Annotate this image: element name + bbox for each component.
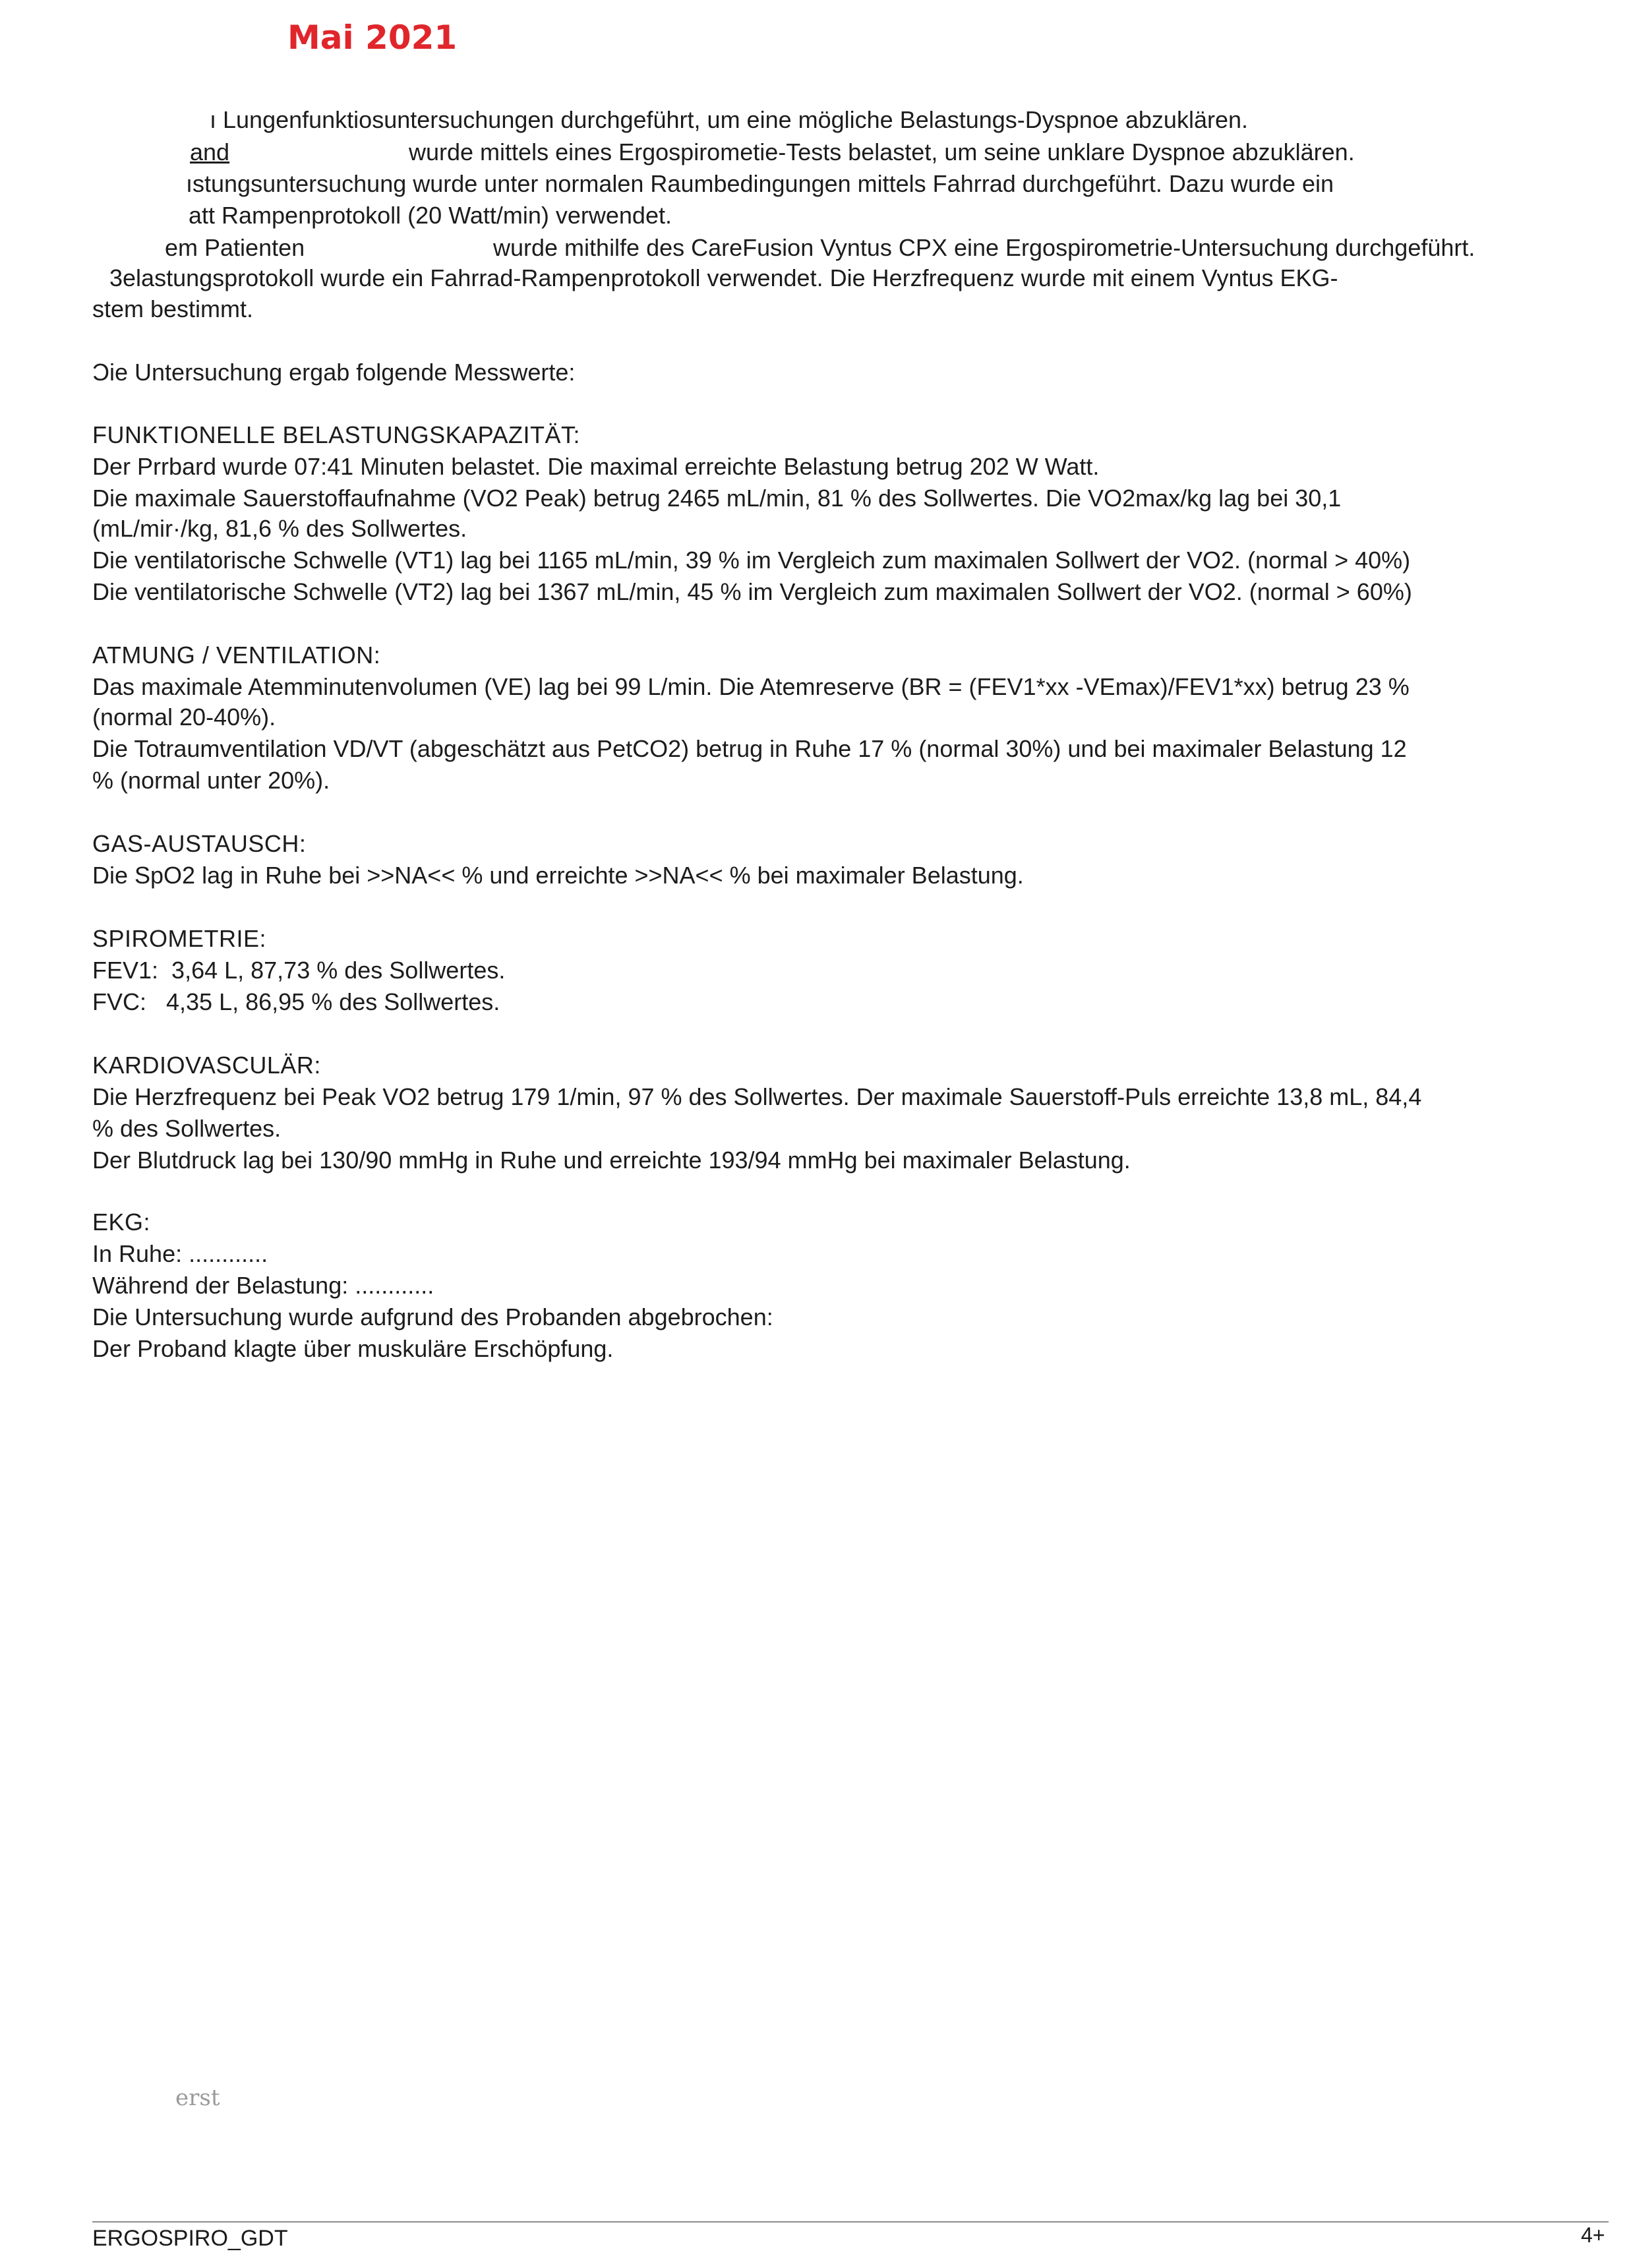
functional-line-4: Die ventilatorische Schwelle (VT1) lag bei 1165 mL/min, 39 % im Vergleich zum maximalen Sollwert der VO2. (normal > 40%)	[92, 547, 1411, 574]
functional-line-1: Der Prrbard wurde 07:41 Minuten belastet. Die maximal erreichte Belastung betrug 202 W Watt.	[92, 453, 1100, 480]
intro-line-5: wurde mithilfe des CareFusion Vyntus CPX eine Ergospirometrie-Untersuchung durchgeführt.	[493, 234, 1475, 261]
gas-exchange-line-1: Die SpO2 lag in Ruhe bei >>NA<< % und erreichte >>NA<< % bei maximaler Belastung.	[92, 862, 1024, 889]
cardiovascular-line-3: Der Blutdruck lag bei 130/90 mmHg in Ruhe und erreichte 193/94 mmHg bei maximaler Belastung.	[92, 1147, 1131, 1174]
scan-artifact: erst	[175, 2085, 220, 2111]
intro-fragment-patient: em Patienten	[165, 234, 305, 261]
intro-line-1: ı Lungenfunktiosuntersuchungen durchgeführt, um eine mögliche Belastungs-Dyspnoe abzuklären.	[210, 106, 1248, 133]
ventilation-line-2: (normal 20-40%).	[92, 703, 276, 731]
spirometry-fev1: FEV1: 3,64 L, 87,73 % des Sollwertes.	[92, 957, 506, 984]
ecg-during-load: Während der Belastung: ............	[92, 1272, 434, 1299]
footer-divider	[92, 2221, 1609, 2223]
intro-line-6: 3elastungsprotokoll wurde ein Fahrrad-Rampenprotokoll verwendet. Die Herzfrequenz wurde mit einem Vyntus EKG-	[109, 264, 1338, 291]
ventilation-line-4: % (normal unter 20%).	[92, 767, 330, 794]
intro-fragment-and: and	[190, 138, 230, 165]
section-title-ventilation: ATMUNG / VENTILATION:	[92, 642, 381, 669]
functional-line-5: Die ventilatorische Schwelle (VT2) lag bei 1367 mL/min, 45 % im Vergleich zum maximalen Sollwert der VO2. (normal > 60%)	[92, 578, 1412, 605]
date-stamp: Mai 2021	[287, 18, 458, 57]
cardiovascular-line-2: % des Sollwertes.	[92, 1115, 282, 1142]
section-title-functional-capacity: FUNKTIONELLE BELASTUNGSKAPAZITÄT:	[92, 421, 580, 448]
ventilation-line-3: Die Totraumventilation VD/VT (abgeschätzt aus PetCO2) betrug in Ruhe 17 % (normal 30%) und bei maximaler Belastung 12	[92, 735, 1407, 762]
functional-line-3: (mL/mir·/kg, 81,6 % des Sollwertes.	[92, 515, 467, 542]
ventilation-line-1: Das maximale Atemminutenvolumen (VE) lag bei 99 L/min. Die Atemreserve (BR = (FEV1*xx -VEmax)/FEV1*xx) betrug 23 %	[92, 673, 1410, 700]
ecg-abort-reason-label: Die Untersuchung wurde aufgrund des Probanden abgebrochen:	[92, 1303, 773, 1330]
intro-line-7: stem bestimmt.	[92, 295, 254, 322]
footer-document-id: ERGOSPIRO_GDT	[92, 2226, 288, 2251]
cardiovascular-line-1: Die Herzfrequenz bei Peak VO2 betrug 179 1/min, 97 % des Sollwertes. Der maximale Sauerstoff-Puls erreichte 13,8 mL, 84,4	[92, 1083, 1422, 1110]
spirometry-fvc: FVC: 4,35 L, 86,95 % des Sollwertes.	[92, 988, 500, 1015]
intro-line-4: att Rampenprotokoll (20 Watt/min) verwendet.	[189, 202, 672, 229]
section-title-ecg: EKG:	[92, 1209, 151, 1236]
intro-line-3: ıstungsuntersuchung wurde unter normalen Raumbedingungen mittels Fahrrad durchgeführt. Dazu wurde ein	[186, 170, 1334, 197]
intro-line-2: wurde mittels eines Ergospirometie-Tests belastet, um seine unklare Dyspnoe abzuklären.	[409, 138, 1355, 165]
section-title-gas-exchange: GAS-AUSTAUSCH:	[92, 830, 307, 857]
section-title-cardiovascular: KARDIOVASCULÄR:	[92, 1052, 321, 1079]
functional-line-2: Die maximale Sauerstoffaufnahme (VO2 Peak) betrug 2465 mL/min, 81 % des Sollwertes. Die VO2max/kg lag bei 30,1	[92, 485, 1342, 512]
section-title-spirometry: SPIROMETRIE:	[92, 925, 267, 952]
footer-page-marker: 4+	[1581, 2223, 1605, 2247]
ecg-rest: In Ruhe: ............	[92, 1240, 268, 1267]
ecg-abort-reason: Der Proband klagte über muskuläre Erschöpfung.	[92, 1335, 614, 1362]
results-intro: Ɔie Untersuchung ergab folgende Messwerte:	[92, 359, 576, 386]
